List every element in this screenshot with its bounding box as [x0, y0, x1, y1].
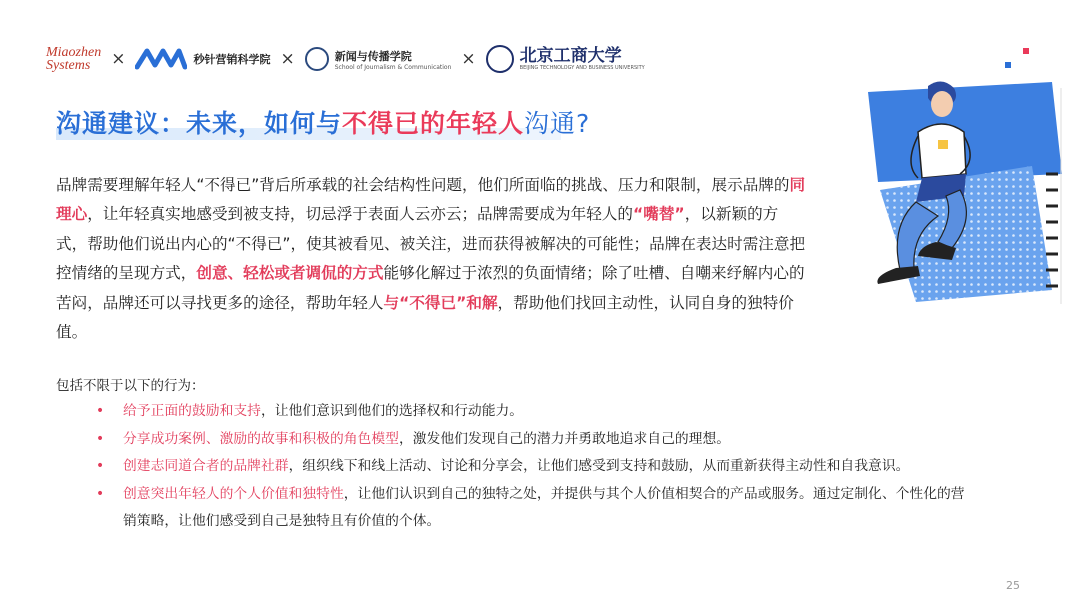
separator: ×	[280, 49, 295, 69]
journalism-school-logo: 新闻与传播学院 School of Journalism & Communication	[334, 49, 452, 71]
corner-decoration-icon	[1003, 46, 1033, 72]
bullet-icon: •	[96, 485, 105, 502]
highlight-reconcile: 与“不得已”和解	[383, 293, 498, 312]
separator: ×	[461, 49, 476, 69]
main-paragraph: 品牌需要理解年轻人“不得已”背后所承载的社会结构性问题，他们所面临的挑战、压力和限制，展示品牌的同理心，让年轻真实地感受到被支持，切忌浮于表面人云亦云；品牌需要成为年轻人的“嘴替”，以新颖的方式，帮助他们说出内心的“不得已”，使其被看见、被关注，进而获得被解决的可能性；品牌在表达时需注意把控情绪的呈现方式，创意、轻松或者调侃的方式能够化解过于浓烈的负面情绪；除了吐槽、自嘲来纾解内心的苦闷，品牌还可以寻找更多的途径，帮助年轻人与“不得已”和解，帮助他们找回主动性，认同自身的独特价值。	[56, 176, 806, 342]
highlight-creative-way: 创意、轻松或者调侃的方式	[196, 264, 384, 283]
btbu-logo: 北京工商大学 BEIJING TECHNOLOGY AND BUSINESS UNIVERSITY	[519, 45, 645, 71]
bullet-icon: •	[96, 458, 105, 474]
list-item: • 创建志同道合者的品牌社群，组织线下和线上活动、讨论和分享会，让他们感受到支持和鼓励，从而重新获得主动性和自我意识。	[96, 453, 976, 481]
highlight-mouthpiece: “嘴替”	[633, 205, 685, 224]
person-sitting-illustration	[856, 78, 1066, 306]
journalism-school-seal-icon	[305, 47, 329, 71]
bullet-icon: •	[96, 403, 105, 419]
miaozhen-academy-name: 秒针营销科学院	[193, 53, 271, 66]
behavior-list	[96, 398, 976, 536]
btbu-seal-icon	[486, 45, 514, 73]
bullet-icon: •	[96, 430, 105, 447]
partner-logos	[46, 40, 645, 78]
separator: ×	[111, 49, 126, 69]
miaozhen-logo: Miaozhen Systems	[46, 45, 102, 73]
list-item: • 给予正面的鼓励和支持，让他们意识到他们的选择权和行动能力。	[96, 398, 976, 426]
page-title: 沟通建议：未来，如何与不得已的年轻人沟通?	[56, 109, 591, 138]
list-item: • 创意突出年轻人的个人价值和独特性，让他们认识到自己的独特之处，并提供与其个人价值相契合的产品或服务。通过定制化、个性化的营销策略，让他们感受到自己是独特且有价值的个体。	[96, 481, 976, 536]
list-item: • 分享成功案例、激励的故事和积极的角色模型，激发他们发现自己的潜力并勇敢地追求自己的理想。	[96, 426, 976, 454]
list-heading: 包括不限于以下的行为：	[56, 378, 205, 394]
miaozhen-academy-icon	[135, 47, 187, 71]
highlight-empathy: 同理心	[56, 176, 806, 224]
page-number: 25	[1006, 579, 1020, 592]
